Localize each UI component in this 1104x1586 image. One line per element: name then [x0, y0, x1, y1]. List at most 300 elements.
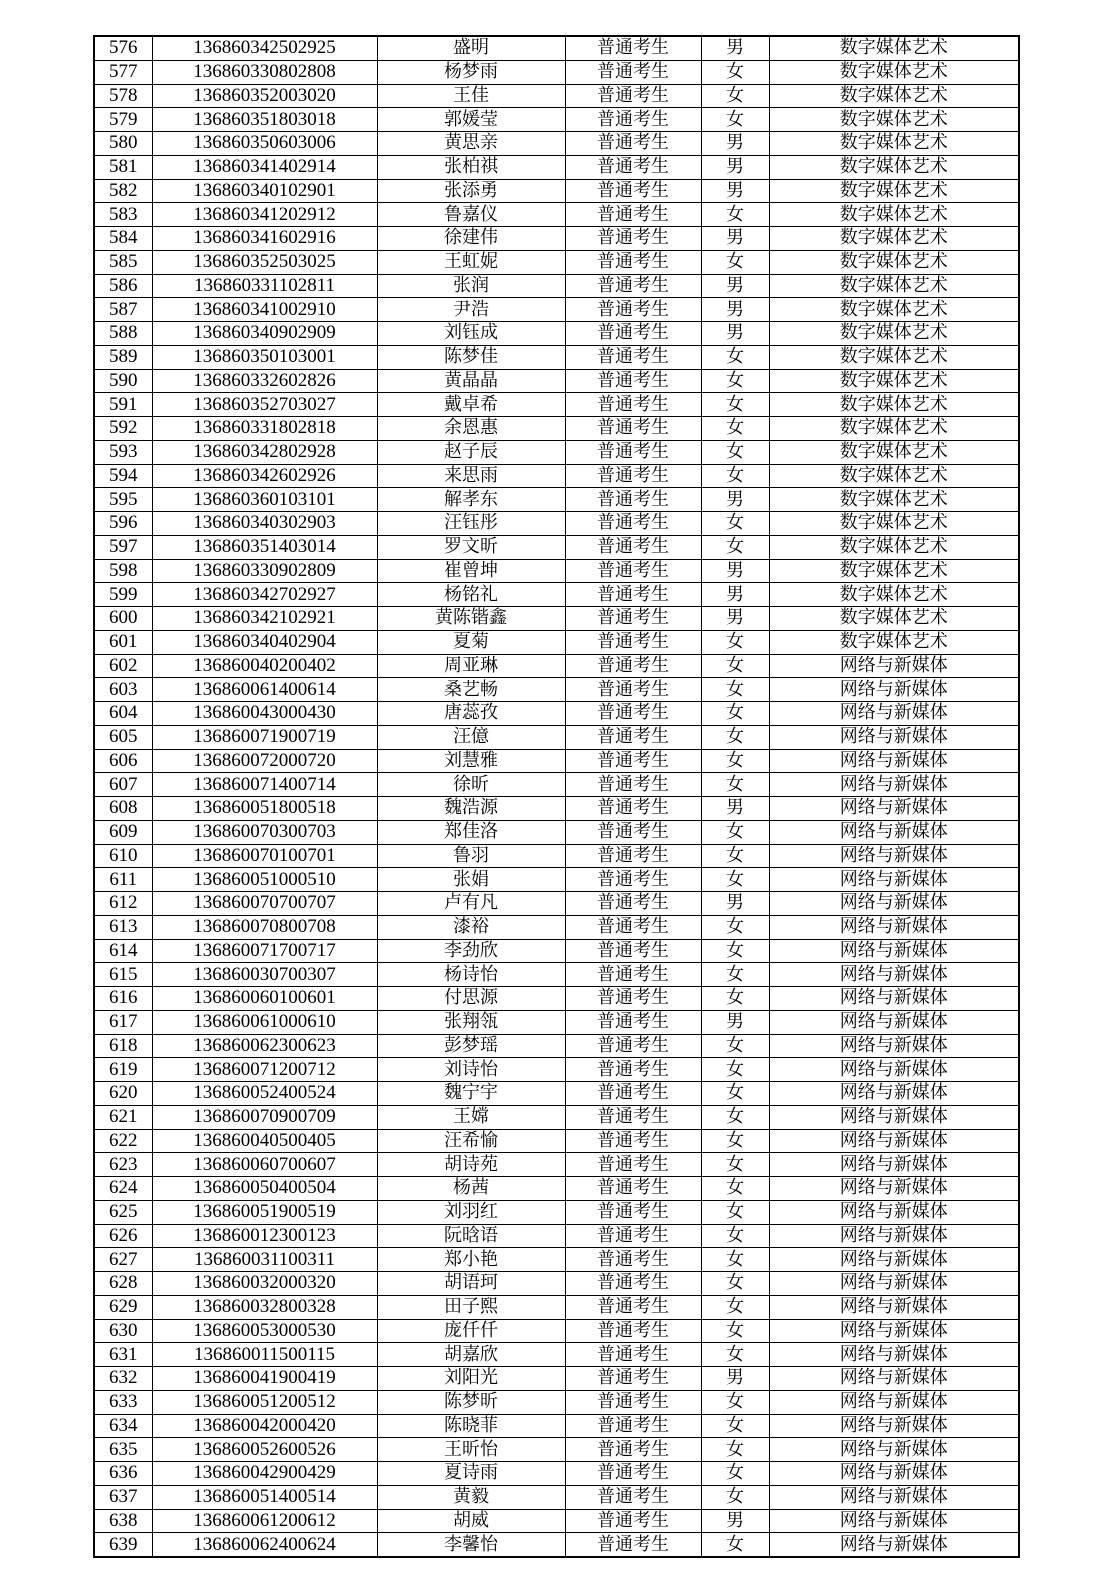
- table-row: [94, 108, 1019, 132]
- exam-id-cell: 136860041900419: [152, 1367, 377, 1391]
- gender-cell: 女: [701, 915, 769, 939]
- gender-cell: 男: [701, 132, 769, 156]
- exam-id-cell: 136860051800518: [152, 797, 377, 821]
- name-cell: 刘阳光: [377, 1367, 565, 1391]
- category-cell: 普通考生: [565, 773, 701, 797]
- row-number-cell: 594: [94, 464, 152, 488]
- table-row: [94, 1200, 1019, 1224]
- major-cell: 数字媒体艺术: [769, 464, 1019, 488]
- category-cell: 普通考生: [565, 797, 701, 821]
- table-row: [94, 1390, 1019, 1414]
- table-row: [94, 607, 1019, 631]
- gender-cell: 女: [701, 1105, 769, 1129]
- category-cell: 普通考生: [565, 844, 701, 868]
- name-cell: 杨梦雨: [377, 60, 565, 84]
- name-cell: 罗文昕: [377, 535, 565, 559]
- name-cell: 黄思亲: [377, 132, 565, 156]
- row-number-cell: 580: [94, 132, 152, 156]
- category-cell: 普通考生: [565, 820, 701, 844]
- gender-cell: 女: [701, 1343, 769, 1367]
- exam-id-cell: 136860060100601: [152, 987, 377, 1011]
- gender-cell: 女: [701, 939, 769, 963]
- gender-cell: 男: [701, 892, 769, 916]
- gender-cell: 男: [701, 583, 769, 607]
- name-cell: 田子熙: [377, 1295, 565, 1319]
- row-number-cell: 603: [94, 678, 152, 702]
- exam-id-cell: 136860340302903: [152, 512, 377, 536]
- name-cell: 夏诗雨: [377, 1462, 565, 1486]
- table-row: [94, 1105, 1019, 1129]
- table-row: [94, 987, 1019, 1011]
- category-cell: 普通考生: [565, 1295, 701, 1319]
- exam-id-cell: 136860070900709: [152, 1105, 377, 1129]
- category-cell: 普通考生: [565, 1105, 701, 1129]
- row-number-cell: 614: [94, 939, 152, 963]
- table-row: [94, 1058, 1019, 1082]
- gender-cell: 女: [701, 1462, 769, 1486]
- table-row: [94, 868, 1019, 892]
- gender-cell: 男: [701, 559, 769, 583]
- category-cell: 普通考生: [565, 1129, 701, 1153]
- gender-cell: 女: [701, 868, 769, 892]
- row-number-cell: 577: [94, 60, 152, 84]
- exam-id-cell: 136860342502925: [152, 36, 377, 60]
- major-cell: 数字媒体艺术: [769, 298, 1019, 322]
- name-cell: 王佳: [377, 84, 565, 108]
- name-cell: 胡威: [377, 1509, 565, 1533]
- category-cell: 普通考生: [565, 108, 701, 132]
- major-cell: 网络与新媒体: [769, 1082, 1019, 1106]
- exam-id-cell: 136860062300623: [152, 1034, 377, 1058]
- name-cell: 桑艺畅: [377, 678, 565, 702]
- exam-id-cell: 136860342602926: [152, 464, 377, 488]
- major-cell: 数字媒体艺术: [769, 60, 1019, 84]
- exam-id-cell: 136860051900519: [152, 1200, 377, 1224]
- exam-id-cell: 136860040200402: [152, 654, 377, 678]
- category-cell: 普通考生: [565, 440, 701, 464]
- exam-id-cell: 136860032800328: [152, 1295, 377, 1319]
- row-number-cell: 634: [94, 1414, 152, 1438]
- exam-id-cell: 136860071700717: [152, 939, 377, 963]
- gender-cell: 女: [701, 987, 769, 1011]
- category-cell: 普通考生: [565, 963, 701, 987]
- major-cell: 网络与新媒体: [769, 1248, 1019, 1272]
- major-cell: 数字媒体艺术: [769, 417, 1019, 441]
- exam-id-cell: 136860051400514: [152, 1485, 377, 1509]
- category-cell: 普通考生: [565, 1485, 701, 1509]
- gender-cell: 男: [701, 488, 769, 512]
- category-cell: 普通考生: [565, 1414, 701, 1438]
- gender-cell: 女: [701, 678, 769, 702]
- table-row: [94, 1533, 1019, 1557]
- row-number-cell: 615: [94, 963, 152, 987]
- name-cell: 张娟: [377, 868, 565, 892]
- category-cell: 普通考生: [565, 1224, 701, 1248]
- name-cell: 张润: [377, 274, 565, 298]
- major-cell: 数字媒体艺术: [769, 535, 1019, 559]
- table-row: [94, 749, 1019, 773]
- gender-cell: 女: [701, 464, 769, 488]
- table-row: [94, 559, 1019, 583]
- table-row: [94, 1034, 1019, 1058]
- table-row: [94, 1010, 1019, 1034]
- exam-id-cell: 136860342702927: [152, 583, 377, 607]
- category-cell: 普通考生: [565, 987, 701, 1011]
- table-row: [94, 1272, 1019, 1296]
- row-number-cell: 607: [94, 773, 152, 797]
- major-cell: 网络与新媒体: [769, 678, 1019, 702]
- row-number-cell: 608: [94, 797, 152, 821]
- row-number-cell: 616: [94, 987, 152, 1011]
- category-cell: 普通考生: [565, 1200, 701, 1224]
- row-number-cell: 638: [94, 1509, 152, 1533]
- row-number-cell: 581: [94, 155, 152, 179]
- table-row: [94, 820, 1019, 844]
- row-number-cell: 618: [94, 1034, 152, 1058]
- gender-cell: 女: [701, 1533, 769, 1557]
- table-row: [94, 1438, 1019, 1462]
- exam-id-cell: 136860070100701: [152, 844, 377, 868]
- major-cell: 网络与新媒体: [769, 939, 1019, 963]
- table-row: [94, 36, 1019, 60]
- category-cell: 普通考生: [565, 702, 701, 726]
- category-cell: 普通考生: [565, 630, 701, 654]
- gender-cell: 女: [701, 1034, 769, 1058]
- table-row: [94, 1319, 1019, 1343]
- category-cell: 普通考生: [565, 1010, 701, 1034]
- name-cell: 杨诗怡: [377, 963, 565, 987]
- major-cell: 网络与新媒体: [769, 1438, 1019, 1462]
- category-cell: 普通考生: [565, 1390, 701, 1414]
- major-cell: 网络与新媒体: [769, 1272, 1019, 1296]
- table-row: [94, 583, 1019, 607]
- gender-cell: 女: [701, 820, 769, 844]
- table-row: [94, 939, 1019, 963]
- gender-cell: 男: [701, 298, 769, 322]
- exam-id-cell: 136860052400524: [152, 1082, 377, 1106]
- major-cell: 网络与新媒体: [769, 797, 1019, 821]
- gender-cell: 女: [701, 1248, 769, 1272]
- name-cell: 赵子辰: [377, 440, 565, 464]
- exam-id-cell: 136860032000320: [152, 1272, 377, 1296]
- exam-id-cell: 136860042900429: [152, 1462, 377, 1486]
- table-row: [94, 1295, 1019, 1319]
- gender-cell: 女: [701, 250, 769, 274]
- major-cell: 数字媒体艺术: [769, 583, 1019, 607]
- name-cell: 郑佳洛: [377, 820, 565, 844]
- category-cell: 普通考生: [565, 915, 701, 939]
- gender-cell: 女: [701, 1272, 769, 1296]
- exam-id-cell: 136860060700607: [152, 1153, 377, 1177]
- row-number-cell: 578: [94, 84, 152, 108]
- category-cell: 普通考生: [565, 749, 701, 773]
- row-number-cell: 632: [94, 1367, 152, 1391]
- name-cell: 漆裕: [377, 915, 565, 939]
- exam-id-cell: 136860341602916: [152, 227, 377, 251]
- category-cell: 普通考生: [565, 179, 701, 203]
- row-number-cell: 586: [94, 274, 152, 298]
- name-cell: 陈梦佳: [377, 345, 565, 369]
- exam-id-cell: 136860071900719: [152, 725, 377, 749]
- major-cell: 网络与新媒体: [769, 1177, 1019, 1201]
- gender-cell: 女: [701, 1058, 769, 1082]
- major-cell: 数字媒体艺术: [769, 369, 1019, 393]
- category-cell: 普通考生: [565, 488, 701, 512]
- table-row: [94, 702, 1019, 726]
- major-cell: 网络与新媒体: [769, 820, 1019, 844]
- gender-cell: 女: [701, 535, 769, 559]
- name-cell: 卢有凡: [377, 892, 565, 916]
- name-cell: 胡语珂: [377, 1272, 565, 1296]
- major-cell: 网络与新媒体: [769, 773, 1019, 797]
- row-number-cell: 599: [94, 583, 152, 607]
- row-number-cell: 600: [94, 607, 152, 631]
- gender-cell: 女: [701, 417, 769, 441]
- exam-id-cell: 136860340102901: [152, 179, 377, 203]
- exam-id-cell: 136860070300703: [152, 820, 377, 844]
- name-cell: 阮晗语: [377, 1224, 565, 1248]
- category-cell: 普通考生: [565, 892, 701, 916]
- table-row: [94, 60, 1019, 84]
- category-cell: 普通考生: [565, 1248, 701, 1272]
- exam-id-cell: 136860030700307: [152, 963, 377, 987]
- exam-id-cell: 136860340902909: [152, 322, 377, 346]
- gender-cell: 女: [701, 702, 769, 726]
- category-cell: 普通考生: [565, 155, 701, 179]
- major-cell: 网络与新媒体: [769, 1367, 1019, 1391]
- exam-id-cell: 136860341002910: [152, 298, 377, 322]
- name-cell: 来思雨: [377, 464, 565, 488]
- candidate-table: [93, 35, 1020, 1558]
- row-number-cell: 597: [94, 535, 152, 559]
- exam-id-cell: 136860330902809: [152, 559, 377, 583]
- category-cell: 普通考生: [565, 654, 701, 678]
- table-row: [94, 274, 1019, 298]
- gender-cell: 女: [701, 963, 769, 987]
- major-cell: 数字媒体艺术: [769, 488, 1019, 512]
- gender-cell: 女: [701, 1129, 769, 1153]
- table-row: [94, 84, 1019, 108]
- name-cell: 魏宁宇: [377, 1082, 565, 1106]
- category-cell: 普通考生: [565, 417, 701, 441]
- major-cell: 网络与新媒体: [769, 1010, 1019, 1034]
- exam-id-cell: 136860332602826: [152, 369, 377, 393]
- row-number-cell: 598: [94, 559, 152, 583]
- name-cell: 彭梦瑶: [377, 1034, 565, 1058]
- row-number-cell: 627: [94, 1248, 152, 1272]
- name-cell: 刘慧雅: [377, 749, 565, 773]
- category-cell: 普通考生: [565, 678, 701, 702]
- major-cell: 网络与新媒体: [769, 1058, 1019, 1082]
- name-cell: 尹浩: [377, 298, 565, 322]
- gender-cell: 女: [701, 440, 769, 464]
- row-number-cell: 582: [94, 179, 152, 203]
- name-cell: 杨铭礼: [377, 583, 565, 607]
- major-cell: 数字媒体艺术: [769, 250, 1019, 274]
- exam-id-cell: 136860351403014: [152, 535, 377, 559]
- name-cell: 汪钰彤: [377, 512, 565, 536]
- row-number-cell: 602: [94, 654, 152, 678]
- exam-id-cell: 136860360103101: [152, 488, 377, 512]
- table-row: [94, 1129, 1019, 1153]
- name-cell: 周亚琳: [377, 654, 565, 678]
- major-cell: 数字媒体艺术: [769, 274, 1019, 298]
- row-number-cell: 595: [94, 488, 152, 512]
- name-cell: 余恩惠: [377, 417, 565, 441]
- name-cell: 徐昕: [377, 773, 565, 797]
- table-row: [94, 1509, 1019, 1533]
- row-number-cell: 604: [94, 702, 152, 726]
- major-cell: 网络与新媒体: [769, 749, 1019, 773]
- category-cell: 普通考生: [565, 298, 701, 322]
- name-cell: 黄毅: [377, 1485, 565, 1509]
- table-row: [94, 1367, 1019, 1391]
- major-cell: 数字媒体艺术: [769, 322, 1019, 346]
- category-cell: 普通考生: [565, 1509, 701, 1533]
- table-row: [94, 1343, 1019, 1367]
- major-cell: 数字媒体艺术: [769, 512, 1019, 536]
- major-cell: 网络与新媒体: [769, 1343, 1019, 1367]
- table-row: [94, 179, 1019, 203]
- category-cell: 普通考生: [565, 559, 701, 583]
- exam-id-cell: 136860331102811: [152, 274, 377, 298]
- category-cell: 普通考生: [565, 1153, 701, 1177]
- exam-id-cell: 136860350603006: [152, 132, 377, 156]
- row-number-cell: 631: [94, 1343, 152, 1367]
- table-row: [94, 1485, 1019, 1509]
- row-number-cell: 605: [94, 725, 152, 749]
- gender-cell: 女: [701, 369, 769, 393]
- row-number-cell: 639: [94, 1533, 152, 1557]
- gender-cell: 女: [701, 60, 769, 84]
- exam-id-cell: 136860341202912: [152, 203, 377, 227]
- row-number-cell: 590: [94, 369, 152, 393]
- gender-cell: 女: [701, 1153, 769, 1177]
- name-cell: 汪希愉: [377, 1129, 565, 1153]
- exam-id-cell: 136860062400624: [152, 1533, 377, 1557]
- row-number-cell: 592: [94, 417, 152, 441]
- category-cell: 普通考生: [565, 322, 701, 346]
- exam-id-cell: 136860011500115: [152, 1343, 377, 1367]
- name-cell: 郭媛莹: [377, 108, 565, 132]
- exam-id-cell: 136860351803018: [152, 108, 377, 132]
- row-number-cell: 626: [94, 1224, 152, 1248]
- name-cell: 王虹妮: [377, 250, 565, 274]
- exam-id-cell: 136860352703027: [152, 393, 377, 417]
- major-cell: 数字媒体艺术: [769, 393, 1019, 417]
- category-cell: 普通考生: [565, 345, 701, 369]
- row-number-cell: 628: [94, 1272, 152, 1296]
- exam-id-cell: 136860071400714: [152, 773, 377, 797]
- table-row: [94, 915, 1019, 939]
- exam-id-cell: 136860061000610: [152, 1010, 377, 1034]
- major-cell: 网络与新媒体: [769, 892, 1019, 916]
- exam-id-cell: 136860061200612: [152, 1509, 377, 1533]
- major-cell: 数字媒体艺术: [769, 179, 1019, 203]
- row-number-cell: 623: [94, 1153, 152, 1177]
- exam-id-cell: 136860342102921: [152, 607, 377, 631]
- exam-id-cell: 136860051000510: [152, 868, 377, 892]
- category-cell: 普通考生: [565, 60, 701, 84]
- name-cell: 杨茜: [377, 1177, 565, 1201]
- gender-cell: 女: [701, 1319, 769, 1343]
- category-cell: 普通考生: [565, 1533, 701, 1557]
- exam-id-cell: 136860341402914: [152, 155, 377, 179]
- exam-id-cell: 136860061400614: [152, 678, 377, 702]
- name-cell: 张柏祺: [377, 155, 565, 179]
- gender-cell: 女: [701, 654, 769, 678]
- gender-cell: 男: [701, 1367, 769, 1391]
- name-cell: 崔曾坤: [377, 559, 565, 583]
- table-row: [94, 1153, 1019, 1177]
- name-cell: 陈晓菲: [377, 1414, 565, 1438]
- row-number-cell: 609: [94, 820, 152, 844]
- exam-id-cell: 136860012300123: [152, 1224, 377, 1248]
- name-cell: 李劲欣: [377, 939, 565, 963]
- name-cell: 王昕怡: [377, 1438, 565, 1462]
- category-cell: 普通考生: [565, 607, 701, 631]
- row-number-cell: 619: [94, 1058, 152, 1082]
- gender-cell: 男: [701, 179, 769, 203]
- major-cell: 数字媒体艺术: [769, 607, 1019, 631]
- name-cell: 王嫦: [377, 1105, 565, 1129]
- major-cell: 网络与新媒体: [769, 1105, 1019, 1129]
- major-cell: 数字媒体艺术: [769, 132, 1019, 156]
- gender-cell: 男: [701, 1509, 769, 1533]
- table-row: [94, 203, 1019, 227]
- category-cell: 普通考生: [565, 36, 701, 60]
- exam-id-cell: 136860051200512: [152, 1390, 377, 1414]
- row-number-cell: 589: [94, 345, 152, 369]
- major-cell: 数字媒体艺术: [769, 84, 1019, 108]
- category-cell: 普通考生: [565, 1058, 701, 1082]
- category-cell: 普通考生: [565, 939, 701, 963]
- exam-id-cell: 136860053000530: [152, 1319, 377, 1343]
- category-cell: 普通考生: [565, 203, 701, 227]
- name-cell: 李馨怡: [377, 1533, 565, 1557]
- exam-id-cell: 136860031100311: [152, 1248, 377, 1272]
- name-cell: 刘钰成: [377, 322, 565, 346]
- major-cell: 网络与新媒体: [769, 1319, 1019, 1343]
- category-cell: 普通考生: [565, 583, 701, 607]
- major-cell: 网络与新媒体: [769, 1414, 1019, 1438]
- exam-id-cell: 136860071200712: [152, 1058, 377, 1082]
- gender-cell: 女: [701, 345, 769, 369]
- category-cell: 普通考生: [565, 1082, 701, 1106]
- table-row: [94, 488, 1019, 512]
- gender-cell: 女: [701, 1414, 769, 1438]
- category-cell: 普通考生: [565, 1272, 701, 1296]
- gender-cell: 女: [701, 1390, 769, 1414]
- table-row: [94, 678, 1019, 702]
- category-cell: 普通考生: [565, 1343, 701, 1367]
- exam-id-cell: 136860043000430: [152, 702, 377, 726]
- row-number-cell: 593: [94, 440, 152, 464]
- gender-cell: 男: [701, 322, 769, 346]
- exam-id-cell: 136860040500405: [152, 1129, 377, 1153]
- table-row: [94, 132, 1019, 156]
- category-cell: 普通考生: [565, 1319, 701, 1343]
- category-cell: 普通考生: [565, 369, 701, 393]
- gender-cell: 女: [701, 725, 769, 749]
- row-number-cell: 612: [94, 892, 152, 916]
- category-cell: 普通考生: [565, 1177, 701, 1201]
- major-cell: 网络与新媒体: [769, 654, 1019, 678]
- major-cell: 数字媒体艺术: [769, 630, 1019, 654]
- major-cell: 网络与新媒体: [769, 1295, 1019, 1319]
- exam-id-cell: 136860042000420: [152, 1414, 377, 1438]
- row-number-cell: 636: [94, 1462, 152, 1486]
